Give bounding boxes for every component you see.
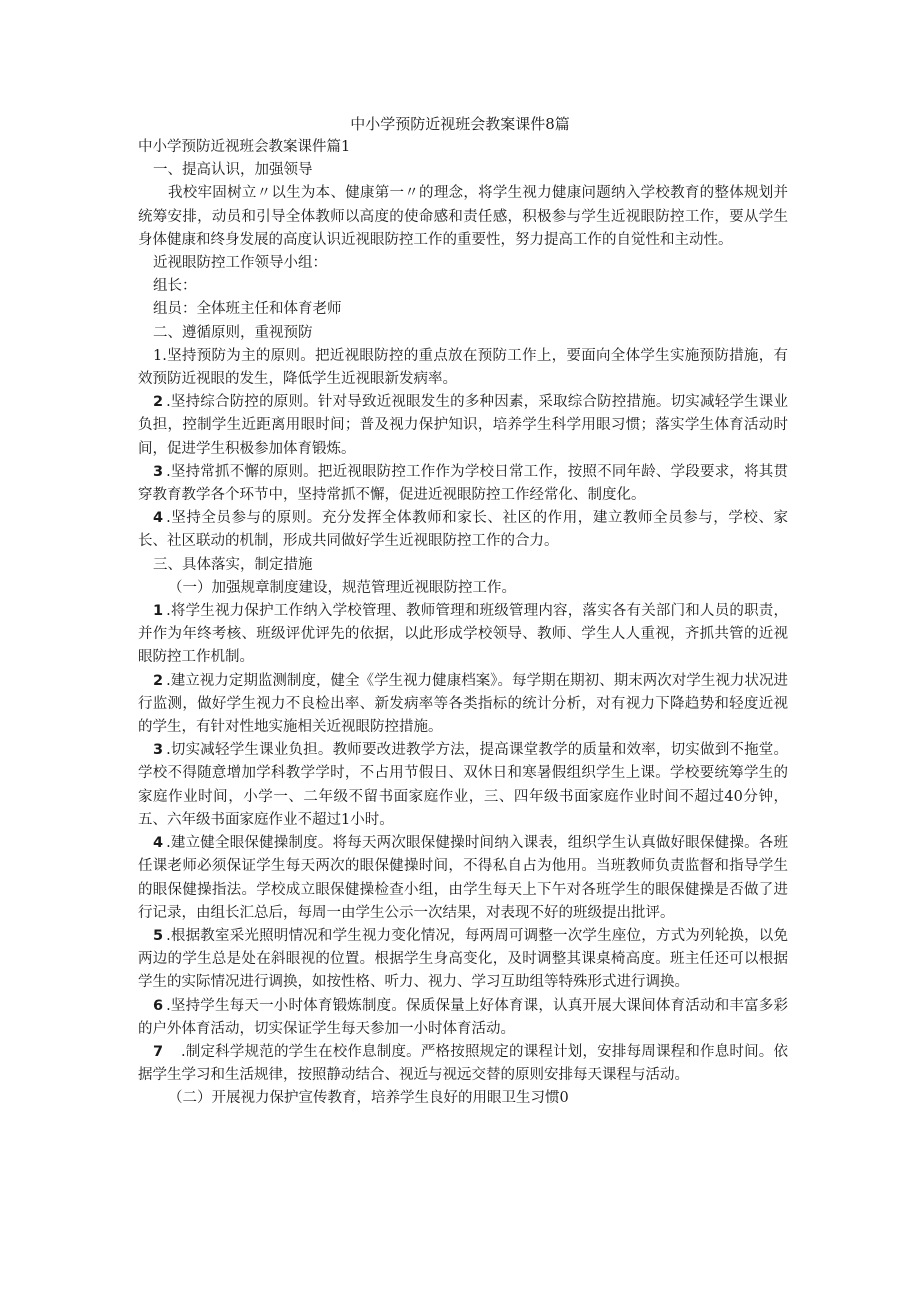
paragraph-text: .建立视力定期监测制度，健全《学生视力健康档案》。每学期在期初、期末两次对学生视力状况进行监测，做好学生视力不良检出率、新发病率等各类指标的统计分析，对有视力下降趋势和轻度近视的学生，有针对性地实施相关近视眼防控措施。 xyxy=(138,672,788,736)
paragraph-text: .坚持全员参与的原则。充分发挥全体教师和家长、社区的作用，建立教师全员参与，学校、家长、社区联动的机制，形成共同做好学生近视眼防控工作的合力。 xyxy=(138,510,788,550)
document-body xyxy=(138,136,788,1111)
subheading xyxy=(138,1087,788,1110)
paragraph-text: .切实减轻学生课业负担。教师要改进教学方法，提高课堂教学的质量和效率，切实做到不拖堂。学校不得随意增加学科教学学时，不占用节假日、双休日和寒暑假组织学生上课。学校要统筹学生的家庭作业时间，小学一、二年级不留书面家庭作业，三、四年级书面家庭作业时间不超过40分钟，五、六年级书面家庭作业不超过1小时。 xyxy=(138,742,788,828)
paragraph xyxy=(138,182,788,252)
item-number: 4 xyxy=(153,835,164,852)
item-number: 3 xyxy=(153,463,164,480)
numbered-paragraph xyxy=(138,1041,788,1087)
paragraph-text: 二、遵循原则，重视预防 xyxy=(153,324,313,341)
paragraph-text: .坚持综合防控的原则。针对导致近视眼发生的多种因素，采取综合防控措施。切实减轻学生课业负担，控制学生近距离用眼时间；普及视力保护知识，培养学生科学用眼习惯；落实学生体育活动时间，促进学生积极参加体育锻炼。 xyxy=(138,394,788,457)
numbered-paragraph xyxy=(138,670,788,740)
item-number: 1 xyxy=(153,603,164,620)
paragraph xyxy=(138,298,788,321)
numbered-paragraph xyxy=(138,739,788,832)
numbered-paragraph xyxy=(138,461,788,507)
paragraph-text: .坚持常抓不懈的原则。把近视眼防控工作作为学校日常工作，按照不同年龄、学段要求，将其贯穿教育教学各个环节中，坚持常抓不懈，促进近视眼防控工作经常化、制度化。 xyxy=(138,463,788,504)
numbered-paragraph xyxy=(138,600,788,670)
item-number: 2 xyxy=(153,672,164,689)
paragraph-text: 我校牢固树立〃以生为本、健康第一〃的理念，将学生视力健康问题纳入学校教育的整体规划并统筹安排，动员和引导全体教师以高度的使命感和责任感，积极参与学生近视眼防控工作，要从学生身体健康和终身发展的高度认识近视眼防控工作的重要性，努力提高工作的自觉性和主动性。 xyxy=(138,185,788,248)
paragraph xyxy=(138,252,788,275)
paragraph-text: 组员：全体班主任和体育老师 xyxy=(153,301,342,318)
numbered-paragraph xyxy=(138,995,788,1041)
paragraph-text: 1.坚持预防为主的原则。把近视眼防控的重点放在预防工作上，要面向全体学生实施预防措施，有效预防近视眼的发生，降低学生近视眼新发病率。 xyxy=(138,347,788,388)
item-number: 2 xyxy=(153,394,164,411)
paragraph xyxy=(138,345,788,391)
paragraph-text: 组长： xyxy=(153,278,197,295)
heading-2 xyxy=(138,322,788,345)
paragraph-text: （一）加强规章制度建设，规范管理近视眼防控工作。 xyxy=(168,579,516,596)
paragraph-text: .建立健全眼保健操制度。将每天两次眼保健操时间纳入课表，组织学生认真做好眼保健操。各班任课老师必须保证学生每天两次的眼保健操时间，不得私自占为他用。当班教师负责监督和指导学生的眼保健操指法。学校成立眼保健操检查小组，由学生每天上下午对各班学生的眼保健操是否做了进行记录，由组长汇总后，每周一由学生公示一次结果，对表现不好的班级提出批评。 xyxy=(138,835,788,921)
subheading xyxy=(138,577,788,600)
numbered-paragraph xyxy=(138,832,788,925)
numbered-paragraph xyxy=(138,391,788,461)
paragraph-text: .制定科学规范的学生在校作息制度。严格按照规定的课程计划，安排每周课程和作息时间。依据学生学习和生活规律，按照静动结合、视近与视远交替的原则安排每天课程与活动。 xyxy=(138,1043,788,1084)
paragraph xyxy=(138,275,788,298)
item-number: 4 xyxy=(153,510,164,527)
item-number: 6 xyxy=(153,997,164,1014)
document-title: 中小学预防近视班会教案课件8篇 xyxy=(350,115,570,133)
numbered-paragraph xyxy=(138,925,788,995)
heading-3 xyxy=(138,554,788,577)
section-subtitle: 中小学预防近视班会教案课件篇1 xyxy=(138,139,351,155)
paragraph-text: 一、提高认识，加强领导 xyxy=(153,162,313,179)
item-number: 5 xyxy=(153,927,164,944)
item-number: 3 xyxy=(153,742,164,759)
numbered-paragraph xyxy=(138,507,788,553)
paragraph-text: .根据教室采光照明情况和学生视力变化情况，每两周可调整一次学生座位，方式为列轮换，以免两边的学生总是处在斜眼视的位置。根据学生身高变化，及时调整其课桌椅高度。班主任还可以根据学生的实际情况进行调换，如按性格、听力、视力、学习互助组等特殊形式进行调换。 xyxy=(138,927,788,991)
item-number: 7 xyxy=(153,1043,164,1060)
paragraph-text: 三、具体落实，制定措施 xyxy=(153,556,313,573)
heading-1 xyxy=(138,159,788,182)
paragraph-text: .将学生视力保护工作纳入学校管理、教师管理和班级管理内容，落实各有关部门和人员的职责，并作为年终考核、班级评优评先的依据，以此形成学校领导、教师、学生人人重视，齐抓共管的近视眼防控工作机制。 xyxy=(138,603,788,666)
paragraph-text: .坚持学生每天一小时体育锻炼制度。保质保量上好体育课，认真开展大课间体育活动和丰富多彩的户外体育活动，切实保证学生每天参加一小时体育活动。 xyxy=(138,997,788,1037)
paragraph-text: （二）开展视力保护宣传教育，培养学生良好的用眼卫生习惯0 xyxy=(168,1090,569,1107)
paragraph-text: 近视眼防控工作领导小组： xyxy=(153,255,327,272)
